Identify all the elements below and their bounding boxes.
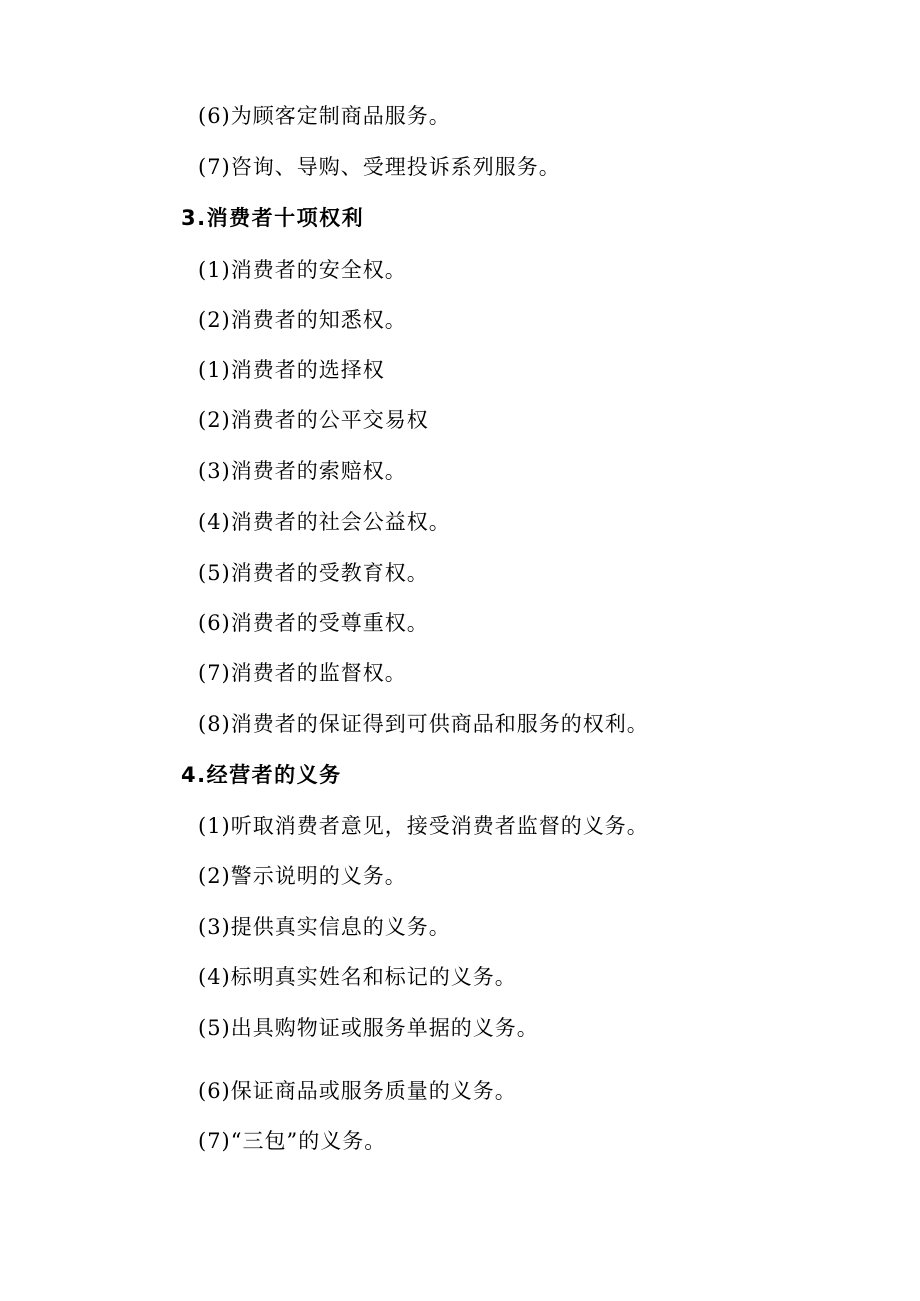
list-item: (7)“三包”的义务。 xyxy=(198,1129,387,1153)
list-item: (5)出具购物证或服务单据的义务。 xyxy=(198,1016,539,1040)
section-heading-consumer-rights: 3.消费者十项权利 xyxy=(181,206,365,230)
list-item: (2)警示说明的义务。 xyxy=(198,864,407,888)
section-heading-operator-obligations: 4.经营者的义务 xyxy=(181,763,342,787)
list-item: (7)消费者的监督权。 xyxy=(198,661,407,685)
list-item: (6)为顾客定制商品服务。 xyxy=(198,104,451,128)
list-item: (2)消费者的公平交易权 xyxy=(198,408,429,432)
list-item: (6)消费者的受尊重权。 xyxy=(198,611,429,635)
list-item: (1)消费者的安全权。 xyxy=(198,258,407,282)
list-item: (5)消费者的受教育权。 xyxy=(198,561,429,585)
list-item: (1)消费者的选择权 xyxy=(198,358,385,382)
list-item: (3)提供真实信息的义务。 xyxy=(198,915,451,939)
list-item: (4)标明真实姓名和标记的义务。 xyxy=(198,965,517,989)
list-item: (1)听取消费者意见，接受消费者监督的义务。 xyxy=(198,814,649,838)
list-item: (6)保证商品或服务质量的义务。 xyxy=(198,1079,517,1103)
list-item: (3)消费者的索赔权。 xyxy=(198,459,407,483)
list-item: (2)消费者的知悉权。 xyxy=(198,308,407,332)
list-item: (4)消费者的社会公益权。 xyxy=(198,510,451,534)
list-item: (8)消费者的保证得到可供商品和服务的权利。 xyxy=(198,712,649,736)
list-item: (7)咨询、导购、受理投诉系列服务。 xyxy=(198,155,561,179)
